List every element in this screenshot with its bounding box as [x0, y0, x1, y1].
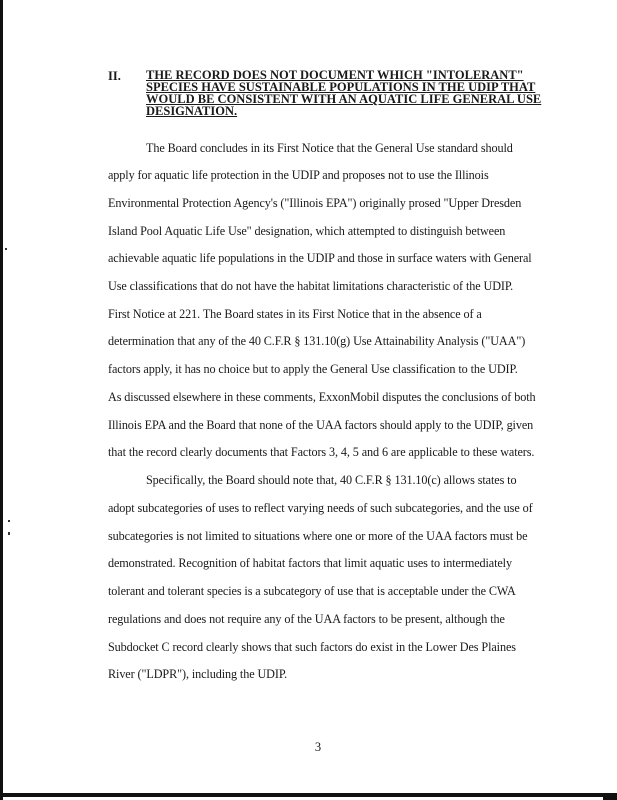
- scan-speck: [8, 532, 10, 535]
- body-line: Specifically, the Board should note that, 40 C.F.R § 131.10(c) allows states to: [146, 473, 517, 487]
- body-line: River ("LDPR"), including the UDIP.: [108, 667, 288, 681]
- body-line: First Notice at 221. The Board states in its First Notice that in the absence of a: [108, 307, 482, 321]
- body-line: As discussed elsewhere in these comments, ExxonMobil disputes the conclusions of both: [108, 390, 536, 404]
- scan-edge-bottom: [0, 793, 617, 797]
- section-title: [146, 69, 546, 117]
- page-number: 3: [314, 740, 322, 754]
- scan-edge-left: [0, 0, 3, 800]
- body-line: subcategories is not limited to situations where one or more of the UAA factors must be: [108, 529, 528, 543]
- body-line: regulations and does not require any of the UAA factors to be present, although the: [108, 612, 505, 626]
- body-line: factors apply, it has no choice but to apply the General Use classification to the UDIP.: [108, 362, 518, 376]
- body-line: that the record clearly documents that Factors 3, 4, 5 and 6 are applicable to these waters.: [108, 445, 535, 459]
- heading-line: THE RECORD DOES NOT DOCUMENT WHICH "INTOLERANT": [146, 68, 524, 82]
- body-line: tolerant and tolerant species is a subcategory of use that is acceptable under the CWA: [108, 584, 516, 598]
- body-line: demonstrated. Recognition of habitat factors that limit aquatic uses to intermediately: [108, 556, 512, 570]
- body-line: determination that any of the 40 C.F.R § 131.10(g) Use Attainability Analysis ("UAA"): [108, 334, 526, 348]
- body-line: The Board concludes in its First Notice that the General Use standard should: [146, 141, 513, 155]
- heading-line: WOULD BE CONSISTENT WITH AN AQUATIC LIFE GENERAL USE: [146, 92, 542, 106]
- scan-speck: [5, 248, 7, 250]
- body-line: Island Pool Aquatic Life Use" designation, which attempted to distinguish between: [108, 224, 506, 238]
- body-line: apply for aquatic life protection in the UDIP and proposes not to use the Illinois: [108, 168, 489, 182]
- scan-speck: [8, 520, 10, 522]
- body-line: Illinois EPA and the Board that none of the UAA factors should apply to the UDIP, given: [108, 418, 534, 432]
- body-line: adopt subcategories of uses to reflect varying needs of such subcategories, and the use of: [108, 501, 533, 515]
- heading-line: DESIGNATION.: [146, 104, 238, 118]
- body-line: Subdocket C record clearly shows that such factors do exist in the Lower Des Plaines: [108, 640, 516, 654]
- heading-line: SPECIES HAVE SUSTAINABLE POPULATIONS IN THE UDIP THAT: [146, 80, 536, 94]
- scan-edge-corner: [603, 793, 617, 800]
- body-line: Use classifications that do not have the habitat limitations characteristic of the UDIP.: [108, 279, 514, 293]
- body-line: achievable aquatic life populations in the UDIP and those in surface waters with General: [108, 251, 532, 265]
- section-number: II.: [108, 69, 121, 83]
- body-line: Environmental Protection Agency's ("Illinois EPA") originally prosed "Upper Dresden: [108, 196, 522, 210]
